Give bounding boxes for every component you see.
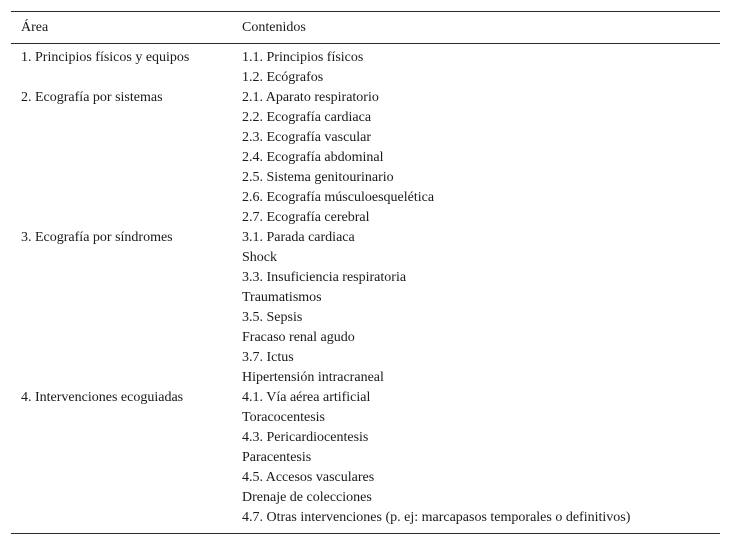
content-item: 4.5. Accesos vasculares	[242, 470, 375, 485]
table-row	[11, 388, 720, 528]
header-area: Área	[21, 19, 49, 35]
content-item: 4.7. Otras intervenciones (p. ej: marcapasos temporales o definitivos)	[242, 510, 631, 525]
header-contents: Contenidos	[242, 19, 306, 35]
curriculum-table	[11, 11, 720, 534]
content-item: 2.7. Ecografía cerebral	[242, 210, 370, 225]
content-item: Traumatismos	[242, 290, 322, 305]
table-body	[11, 44, 720, 533]
table-row	[11, 88, 720, 228]
content-item: 2.4. Ecografía abdominal	[242, 150, 384, 165]
table-header	[11, 12, 720, 44]
content-item: Paracentesis	[242, 450, 312, 465]
table-row	[11, 228, 720, 388]
table-row	[11, 48, 720, 88]
contents-cell	[242, 48, 720, 88]
area-cell: 2. Ecografía por sistemas	[21, 90, 163, 105]
content-item: 1.1. Principios físicos	[242, 50, 364, 65]
content-item: 4.1. Vía aérea artificial	[242, 390, 371, 405]
content-item: Fracaso renal agudo	[242, 330, 355, 345]
contents-cell	[242, 228, 720, 388]
content-item: Toracocentesis	[242, 410, 325, 425]
content-item: 3.3. Insuficiencia respiratoria	[242, 270, 407, 285]
area-cell: 3. Ecografía por síndromes	[21, 230, 173, 245]
content-item: 2.2. Ecografía cardiaca	[242, 110, 372, 125]
content-item: 2.6. Ecografía músculoesquelética	[242, 190, 435, 205]
content-item: 3.7. Ictus	[242, 350, 294, 365]
content-item: 2.5. Sistema genitourinario	[242, 170, 394, 185]
contents-cell	[242, 88, 720, 228]
content-item: 2.1. Aparato respiratorio	[242, 90, 379, 105]
content-item: 4.3. Pericardiocentesis	[242, 430, 369, 445]
content-item: 3.1. Parada cardiaca	[242, 230, 355, 245]
content-item: 3.5. Sepsis	[242, 310, 303, 325]
content-item: Shock	[242, 250, 277, 265]
area-cell: 1. Principios físicos y equipos	[21, 50, 190, 65]
content-item: Hipertensión intracraneal	[242, 370, 384, 385]
area-cell: 4. Intervenciones ecoguiadas	[21, 390, 184, 405]
content-item: 1.2. Ecógrafos	[242, 70, 324, 85]
contents-cell	[242, 388, 720, 528]
content-item: Drenaje de colecciones	[242, 490, 372, 505]
content-item: 2.3. Ecografía vascular	[242, 130, 372, 145]
